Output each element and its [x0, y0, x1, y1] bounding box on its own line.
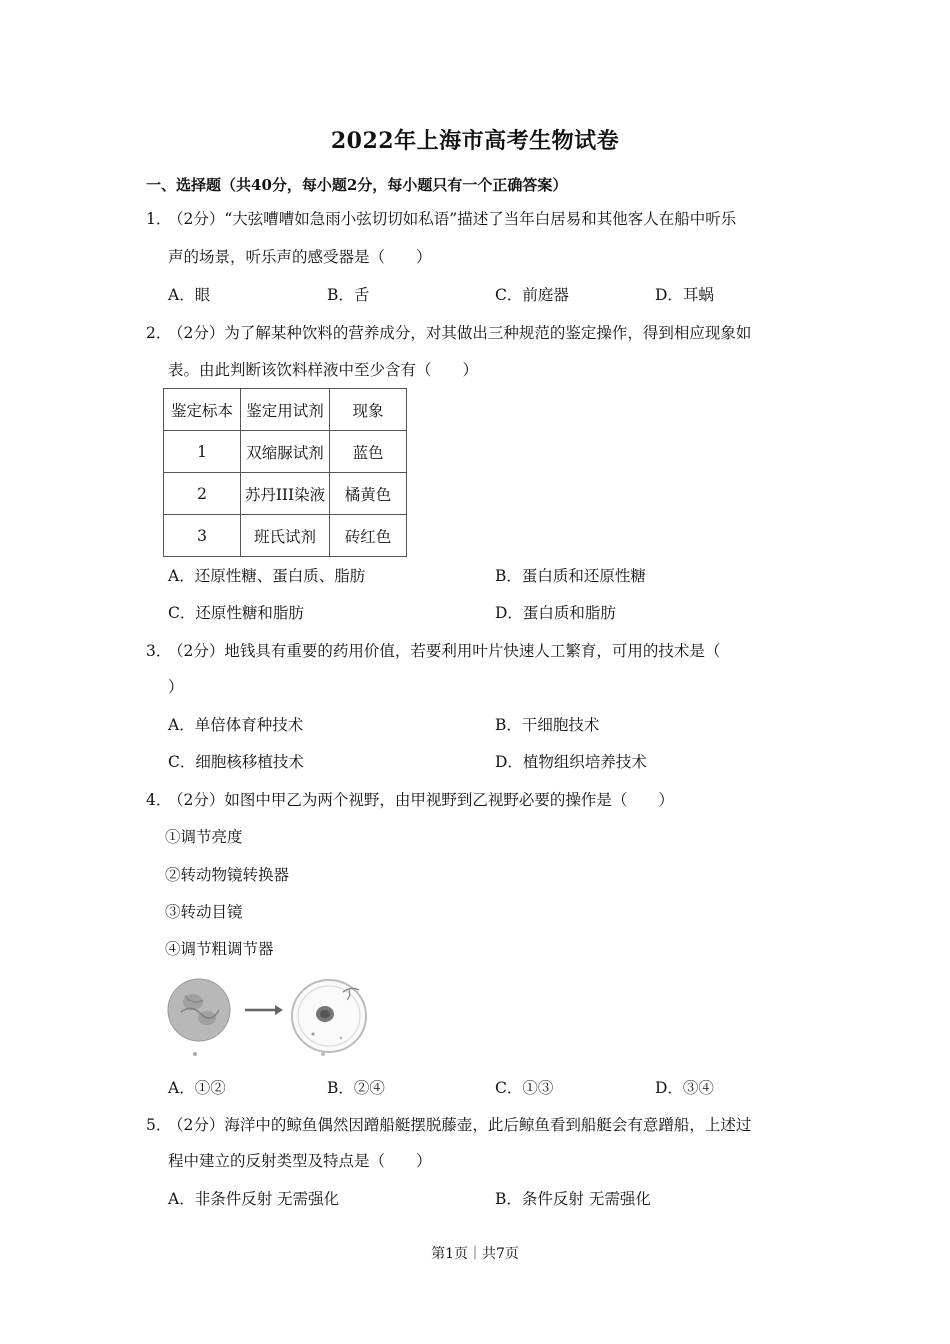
question-3-option-b[interactable]: B．干细胞技术: [495, 716, 600, 734]
table-header-row: [164, 389, 407, 431]
question-1-text-line-2: 声的场景，听乐声的感受器是（ ）: [168, 248, 432, 266]
question-4-text-line-1: （2分）如图中甲乙为两个视野，由甲视野到乙视野必要的操作是（ ）: [168, 791, 674, 809]
question-4-step-2: ②转动物镜转换器: [165, 866, 290, 884]
question-2-option-d[interactable]: D．蛋白质和脂肪: [495, 604, 616, 622]
question-1-option-c[interactable]: C．前庭器: [495, 286, 569, 304]
table-cell: 1: [164, 431, 241, 473]
question-4-number: 4．: [146, 791, 172, 809]
question-5-text-line-2: 程中建立的反射类型及特点是（ ）: [168, 1152, 432, 1170]
question-3-option-d[interactable]: D．植物组织培养技术: [495, 753, 647, 771]
question-3-text-line-2: ）: [168, 678, 184, 696]
microscope-views-figure: [163, 972, 393, 1062]
identification-table: [163, 388, 407, 557]
table-cell: 苏丹III染液: [241, 473, 330, 515]
question-1-option-b[interactable]: B．舌: [327, 286, 370, 304]
question-3-number: 3．: [146, 642, 172, 660]
question-5-option-a[interactable]: A．非条件反射 无需强化: [168, 1190, 340, 1208]
question-4-option-c[interactable]: C．①③: [495, 1079, 554, 1097]
question-4-option-b[interactable]: B．②④: [327, 1079, 385, 1097]
question-5-number: 5．: [146, 1116, 172, 1134]
section-heading: 一、选择题（共40分，每小题2分，每小题只有一个正确答案）: [146, 176, 568, 194]
question-5-option-b[interactable]: B．条件反射 无需强化: [495, 1190, 651, 1208]
question-4-option-a[interactable]: A．①②: [168, 1079, 226, 1097]
question-1-option-a[interactable]: A．眼: [168, 286, 211, 304]
table-cell: 砖红色: [330, 515, 407, 557]
page-footer: 第1页｜共7页: [431, 1246, 519, 1262]
table-row: [164, 515, 407, 557]
table-row: [164, 431, 407, 473]
question-4-step-3: ③转动目镜: [165, 903, 243, 921]
exam-title: 2022年上海市高考生物试卷: [330, 128, 620, 154]
field-of-view-jia: [168, 979, 230, 1056]
table-header-cell: 鉴定用试剂: [241, 389, 330, 431]
table-header-cell: 鉴定标本: [164, 389, 241, 431]
question-2-text-line-2: 表。由此判断该饮料样液中至少含有（ ）: [168, 361, 479, 379]
question-4-step-4: ④调节粗调节器: [165, 940, 274, 958]
table-cell: 班氏试剂: [241, 515, 330, 557]
arrow-icon: [245, 1005, 283, 1015]
question-4-option-d[interactable]: D．③④: [655, 1079, 714, 1097]
question-3-option-c[interactable]: C．细胞核移植技术: [168, 753, 304, 771]
table-cell: 双缩脲试剂: [241, 431, 330, 473]
question-5-text-line-1: （2分）海洋中的鲸鱼偶然因蹭船艇摆脱藤壶，此后鲸鱼看到船艇会有意蹭船，上述过: [168, 1116, 752, 1134]
table-header-cell: 现象: [330, 389, 407, 431]
table-cell: 橘黄色: [330, 473, 407, 515]
question-2-option-c[interactable]: C．还原性糖和脂肪: [168, 604, 304, 622]
table-row: [164, 473, 407, 515]
table-cell: 蓝色: [330, 431, 407, 473]
question-1-number: 1．: [146, 210, 172, 228]
table-cell: 3: [164, 515, 241, 557]
field-of-view-yi: [292, 980, 366, 1056]
question-4-step-1: ①调节亮度: [165, 828, 243, 846]
question-2-number: 2．: [146, 324, 172, 342]
question-2-option-a[interactable]: A．还原性糖、蛋白质、脂肪: [168, 567, 366, 585]
question-2-text-line-1: （2分）为了解某种饮料的营养成分，对其做出三种规范的鉴定操作，得到相应现象如: [168, 324, 752, 342]
question-1-option-d[interactable]: D．耳蜗: [655, 286, 714, 304]
question-2-option-b[interactable]: B．蛋白质和还原性糖: [495, 567, 646, 585]
question-1-text-line-1: （2分）“大弦嘈嘈如急雨小弦切切如私语”描述了当年白居易和其他客人在船中听乐: [168, 210, 737, 228]
table-cell: 2: [164, 473, 241, 515]
question-3-option-a[interactable]: A．单倍体育种技术: [168, 716, 304, 734]
question-3-text-line-1: （2分）地钱具有重要的药用价值，若要利用叶片快速人工繁育，可用的技术是（: [168, 642, 721, 660]
